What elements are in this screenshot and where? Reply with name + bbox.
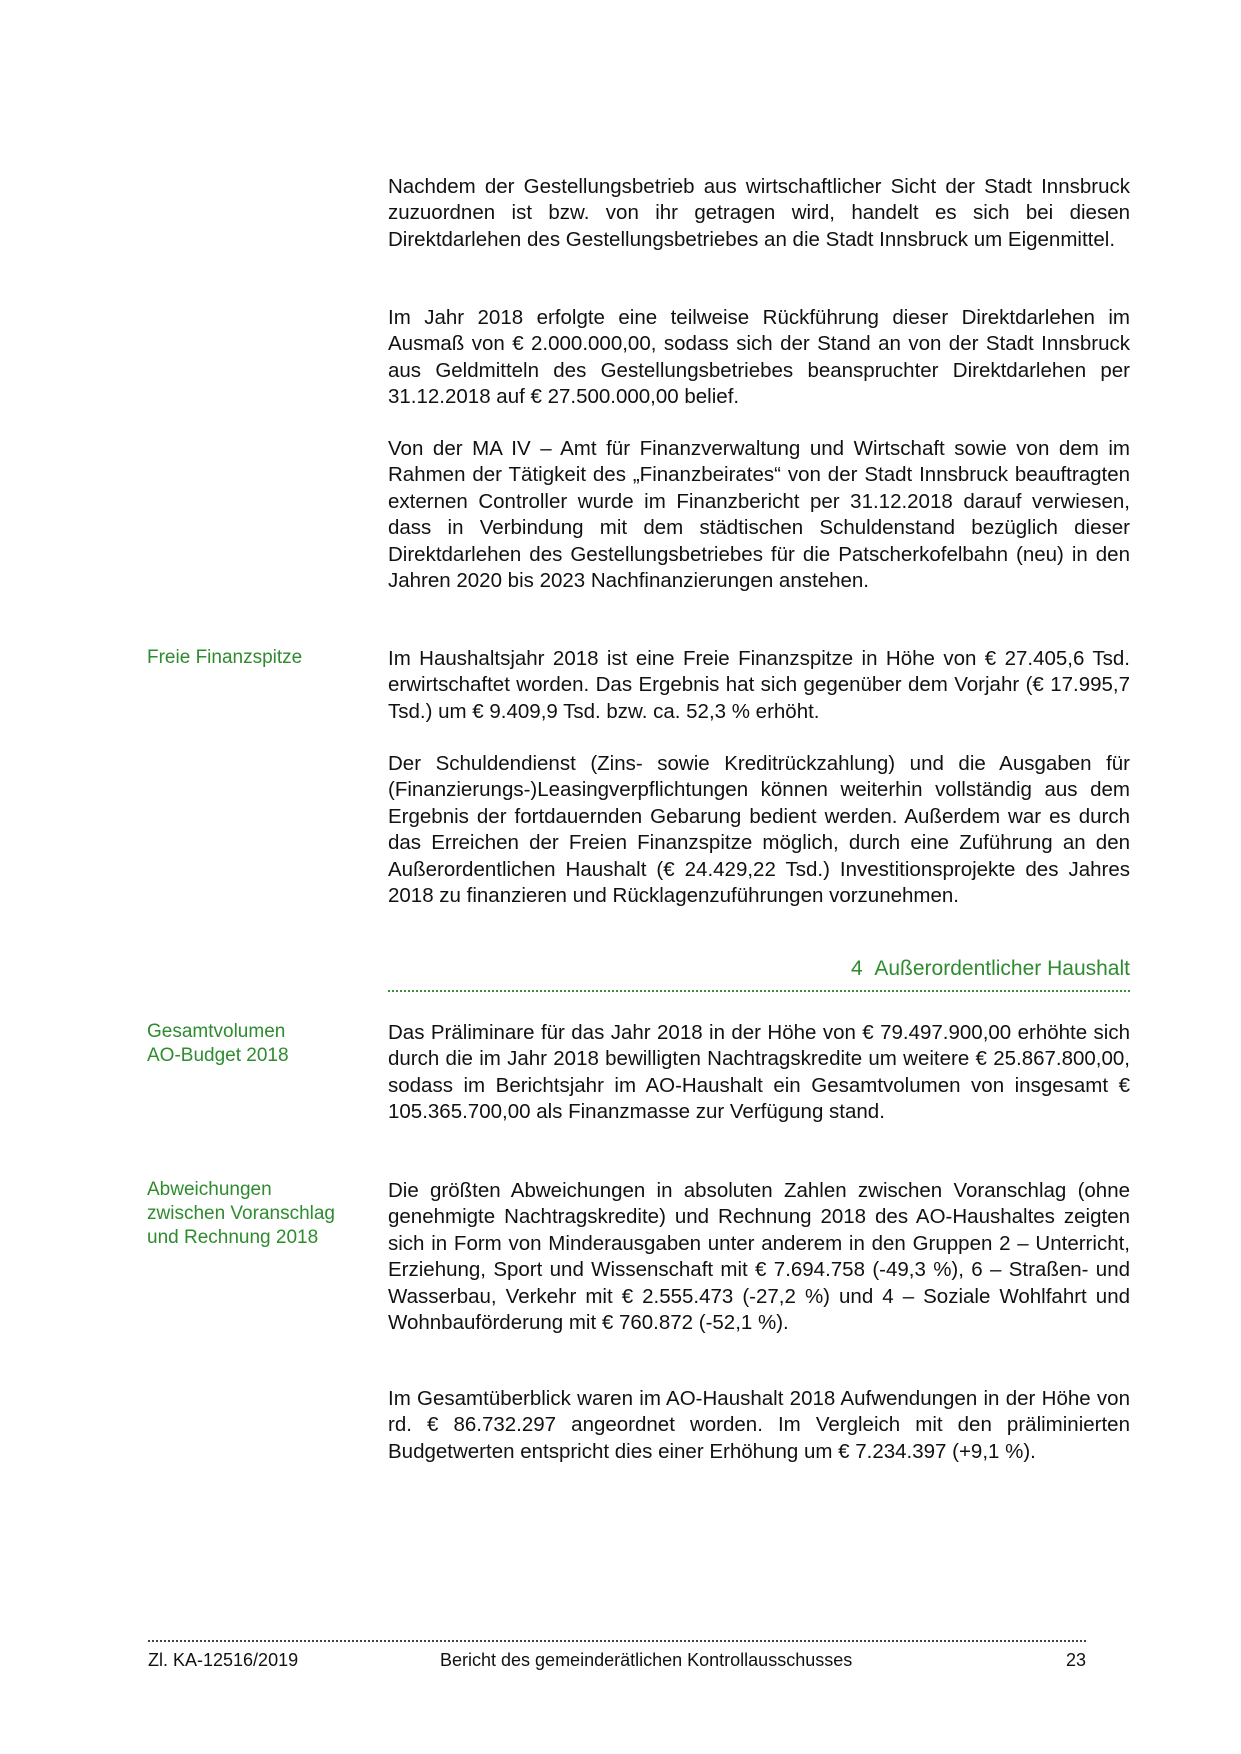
paragraph-finanzbericht: Von der MA IV – Amt für Finanzverwaltung und Wirtschaft sowie von dem im Rahmen der Tätigkeit des „Finanzbeirates“ von der Stadt Innsbruck beauftragten externen Controller wurde im Finanzbericht per 31.12.2018 darauf verwiesen, dass in Verbindung mit dem städtischen Schuldenstand bezüglich dieser Direktdarlehen des Gestellungsbetriebes für die Patscherkofelbahn (neu) in den Jahren 2020 bis 2023 Nachfinanzierungen anstehen. [388,437,1130,593]
side-label-line: Gesamtvolumen [147,1021,286,1042]
side-label-gesamtvolumen [147,1020,362,1068]
side-label-line: zwischen Voranschlag [147,1203,335,1224]
paragraph-praeliminare: Das Präliminare für das Jahr 2018 in der Höhe von € 79.497.900,00 erhöhte sich durch die im Jahr 2018 bewilligten Nachtragskredite um weitere € 25.867.800,00, sodass im Berichtsjahr im AO-Haushalt ein Gesamtvolumen von insgesamt € 105.365.700,00 als Finanzmasse zur Verfügung stand. [388,1021,1130,1124]
paragraph-rueckfuehrung: Im Jahr 2018 erfolgte eine teilweise Rückführung dieser Direktdarlehen im Ausmaß von € 2.000.000,00, sodass sich der Stand an von der Stadt Innsbruck aus Geldmitteln des Gestellungsbetriebes beanspruchter Direktdarlehen per 31.12.2018 auf € 27.500.000,00 belief. [388,306,1130,409]
side-label-line: Abweichungen [147,1179,272,1200]
paragraph-abweichungen: Die größten Abweichungen in absoluten Zahlen zwischen Voranschlag (ohne genehmigte Nachtragskredite) und Rechnung 2018 des AO-Haushaltes zeigten sich in Form von Minderausgaben unter anderem in den Gruppen 2 – Unterricht, Erziehung, Sport und Wissenschaft mit € 7.694.758 (-49,3 %), 6 – Straßen- und Wasserbau, Verkehr mit € 2.555.473 (-27,2 %) und 4 – Soziale Wohlfahrt und Wohnbauförderung mit € 760.872 (-52,1 %). [388,1179,1130,1335]
side-label-abweichungen [147,1178,362,1250]
footer-reference: Zl. KA-12516/2019 [148,1650,299,1670]
side-label-line: und Rechnung 2018 [147,1227,319,1248]
side-label-line: AO-Budget 2018 [147,1045,289,1066]
section-heading [388,955,1130,983]
section-title: Außerordentlicher Haushalt [874,957,1130,980]
section-number: 4 [851,957,863,980]
paragraph-gesamtueberblick: Im Gesamtüberblick waren im AO-Haushalt 2018 Aufwendungen in der Höhe von rd. € 86.732.297 angeordnet worden. Im Vergleich mit den präliminierten Budgetwerten entspricht dies einer Erhöhung um € 7.234.397 (+9,1 %). [388,1387,1130,1463]
footer-title: Bericht des gemeinderätlichen Kontrollausschusses [440,1650,853,1670]
side-label-freie-finanzspitze: Freie Finanzspitze [147,647,303,668]
paragraph-schuldendienst: Der Schuldendienst (Zins- sowie Kreditrückzahlung) und die Ausgaben für (Finanzierungs-)Leasingverpflichtungen können weiterhin vollständig aus dem Ergebnis der fortdauernden Gebarung bedient werden. Außerdem war es durch das Erreichen der Freien Finanzspitze möglich, durch eine Zuführung an den Außerordentlichen Haushalt (€ 24.429,22 Tsd.) Investitionsprojekte des Jahres 2018 zu finanzieren und Rücklagenzuführungen vorzunehmen. [388,752,1130,908]
section-divider [388,990,1130,992]
page-number: 23 [1066,1650,1087,1670]
paragraph-freie-finanzspitze: Im Haushaltsjahr 2018 ist eine Freie Finanzspitze in Höhe von € 27.405,6 Tsd. erwirtschaftet worden. Das Ergebnis hat sich gegenüber dem Vorjahr (€ 17.995,7 Tsd.) um € 9.409,9 Tsd. bzw. ca. 52,3 % erhöht. [388,647,1130,723]
paragraph-eigenmittel: Nachdem der Gestellungsbetrieb aus wirtschaftlicher Sicht der Stadt Innsbruck zuzuordnen ist bzw. von ihr getragen wird, handelt es sich bei diesen Direktdarlehen des Gestellungsbetriebes an die Stadt Innsbruck um Eigenmittel. [388,175,1130,251]
footer-divider [148,1640,1086,1642]
